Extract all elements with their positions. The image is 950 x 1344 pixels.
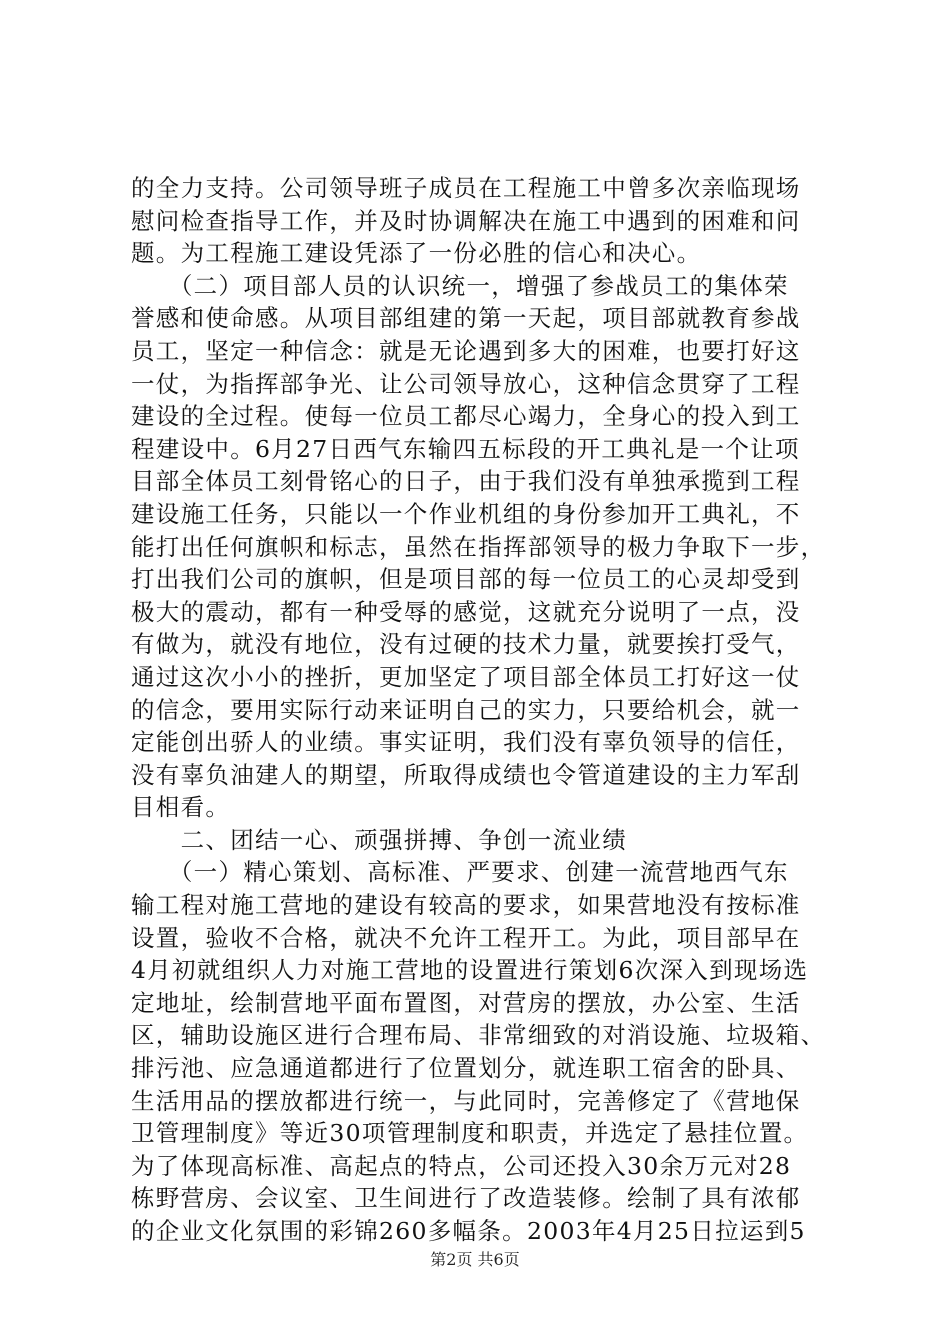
text-line: 定能创出骄人的业绩。事实证明，我们没有辜负领导的信任，: [131, 728, 801, 757]
text-line: 题。为工程施工建设凭添了一份必胜的信心和决心。: [131, 239, 702, 268]
text-line: 极大的震动，都有一种受辱的感觉，这就充分说明了一点，没: [131, 597, 801, 626]
text-line: 的企业文化氛围的彩锦260多幅条。2003年4月25日拉运到5: [131, 1217, 806, 1245]
page-footer: [0, 1247, 950, 1270]
text-line: 一仗，为指挥部争光、让公司领导放心，这种信念贯穿了工程: [131, 369, 801, 398]
text-line: 目部全体员工刻骨铭心的日子，由于我们没有单独承揽到工程: [131, 467, 801, 496]
text-line: 的信念，要用实际行动来证明自己的实力，只要给机会，就一: [131, 695, 801, 724]
text-line: 设置，验收不合格，就决不允许工程开工。为此，项目部早在: [131, 923, 801, 952]
text-line: 誉感和使命感。从项目部组建的第一天起，项目部就教育参战: [131, 304, 801, 333]
text-line: （二）项目部人员的认识统一，增强了参战员工的集体荣: [131, 271, 789, 300]
text-line: 卫管理制度》等近30项管理制度和职责，并选定了悬挂位置。: [131, 1119, 809, 1148]
text-line: 建设施工任务，只能以一个作业机组的身份参加开工典礼，不: [131, 499, 801, 528]
text-line: 栋野营房、会议室、卫生间进行了改造装修。绘制了具有浓郁: [131, 1184, 801, 1213]
text-line: 慰问检查指导工作，并及时协调解决在施工中遇到的困难和问: [131, 206, 801, 235]
text-line: 为了体现高标准、高起点的特点，公司还投入30余万元对28: [131, 1151, 792, 1180]
text-line: 建设的全过程。使每一位员工都尽心竭力，全身心的投入到工: [131, 402, 801, 431]
text-line: 的全力支持。公司领导班子成员在工程施工中曾多次亲临现场: [131, 174, 801, 202]
text-line: （一）精心策划、高标准、严要求、创建一流营地西气东: [131, 858, 789, 887]
document-body: [131, 172, 831, 1248]
text-line: 输工程对施工营地的建设有较高的要求，如果营地没有按标准: [131, 891, 801, 920]
text-line: 定地址，绘制营地平面布置图，对营房的摆放，办公室、生活: [131, 988, 801, 1017]
text-line: 排污池、应急通道都进行了位置划分，就连职工宿舍的卧具、: [131, 1054, 801, 1083]
text-line: 目相看。: [131, 793, 231, 822]
text-line: 员工，坚定一种信念：就是无论遇到多大的困难，也要打好这: [131, 336, 801, 365]
text-line: 通过这次小小的挫折，更加坚定了项目部全体员工打好这一仗: [131, 662, 801, 691]
text-line: 区，辅助设施区进行合理布局、非常细致的对消设施、垃圾箱、: [131, 1021, 826, 1050]
text-line: 打出我们公司的旗帜，但是项目部的每一位员工的心灵却受到: [131, 565, 801, 594]
text-line: 生活用品的摆放都进行统一，与此同时，完善修定了《营地保: [131, 1086, 801, 1115]
text-line: 4月初就组织人力对施工营地的设置进行策划6次深入到现场选: [131, 956, 809, 985]
text-line: 没有辜负油建人的期望，所取得成绩也令管道建设的主力军刮: [131, 760, 801, 789]
page-number: 第2页 共6页: [430, 1250, 520, 1269]
text-line: 程建设中。6月27日西气东输四五标段的开工典礼是一个让项: [131, 434, 800, 463]
text-line: 有做为，就没有地位，没有过硬的技术力量，就要挨打受气，: [131, 630, 801, 659]
text-line: 能打出任何旗帜和标志，虽然在指挥部领导的极力争取下一步，: [131, 532, 826, 561]
section-heading: 二、团结一心、顽强拼搏、争创一流业绩: [131, 825, 627, 854]
